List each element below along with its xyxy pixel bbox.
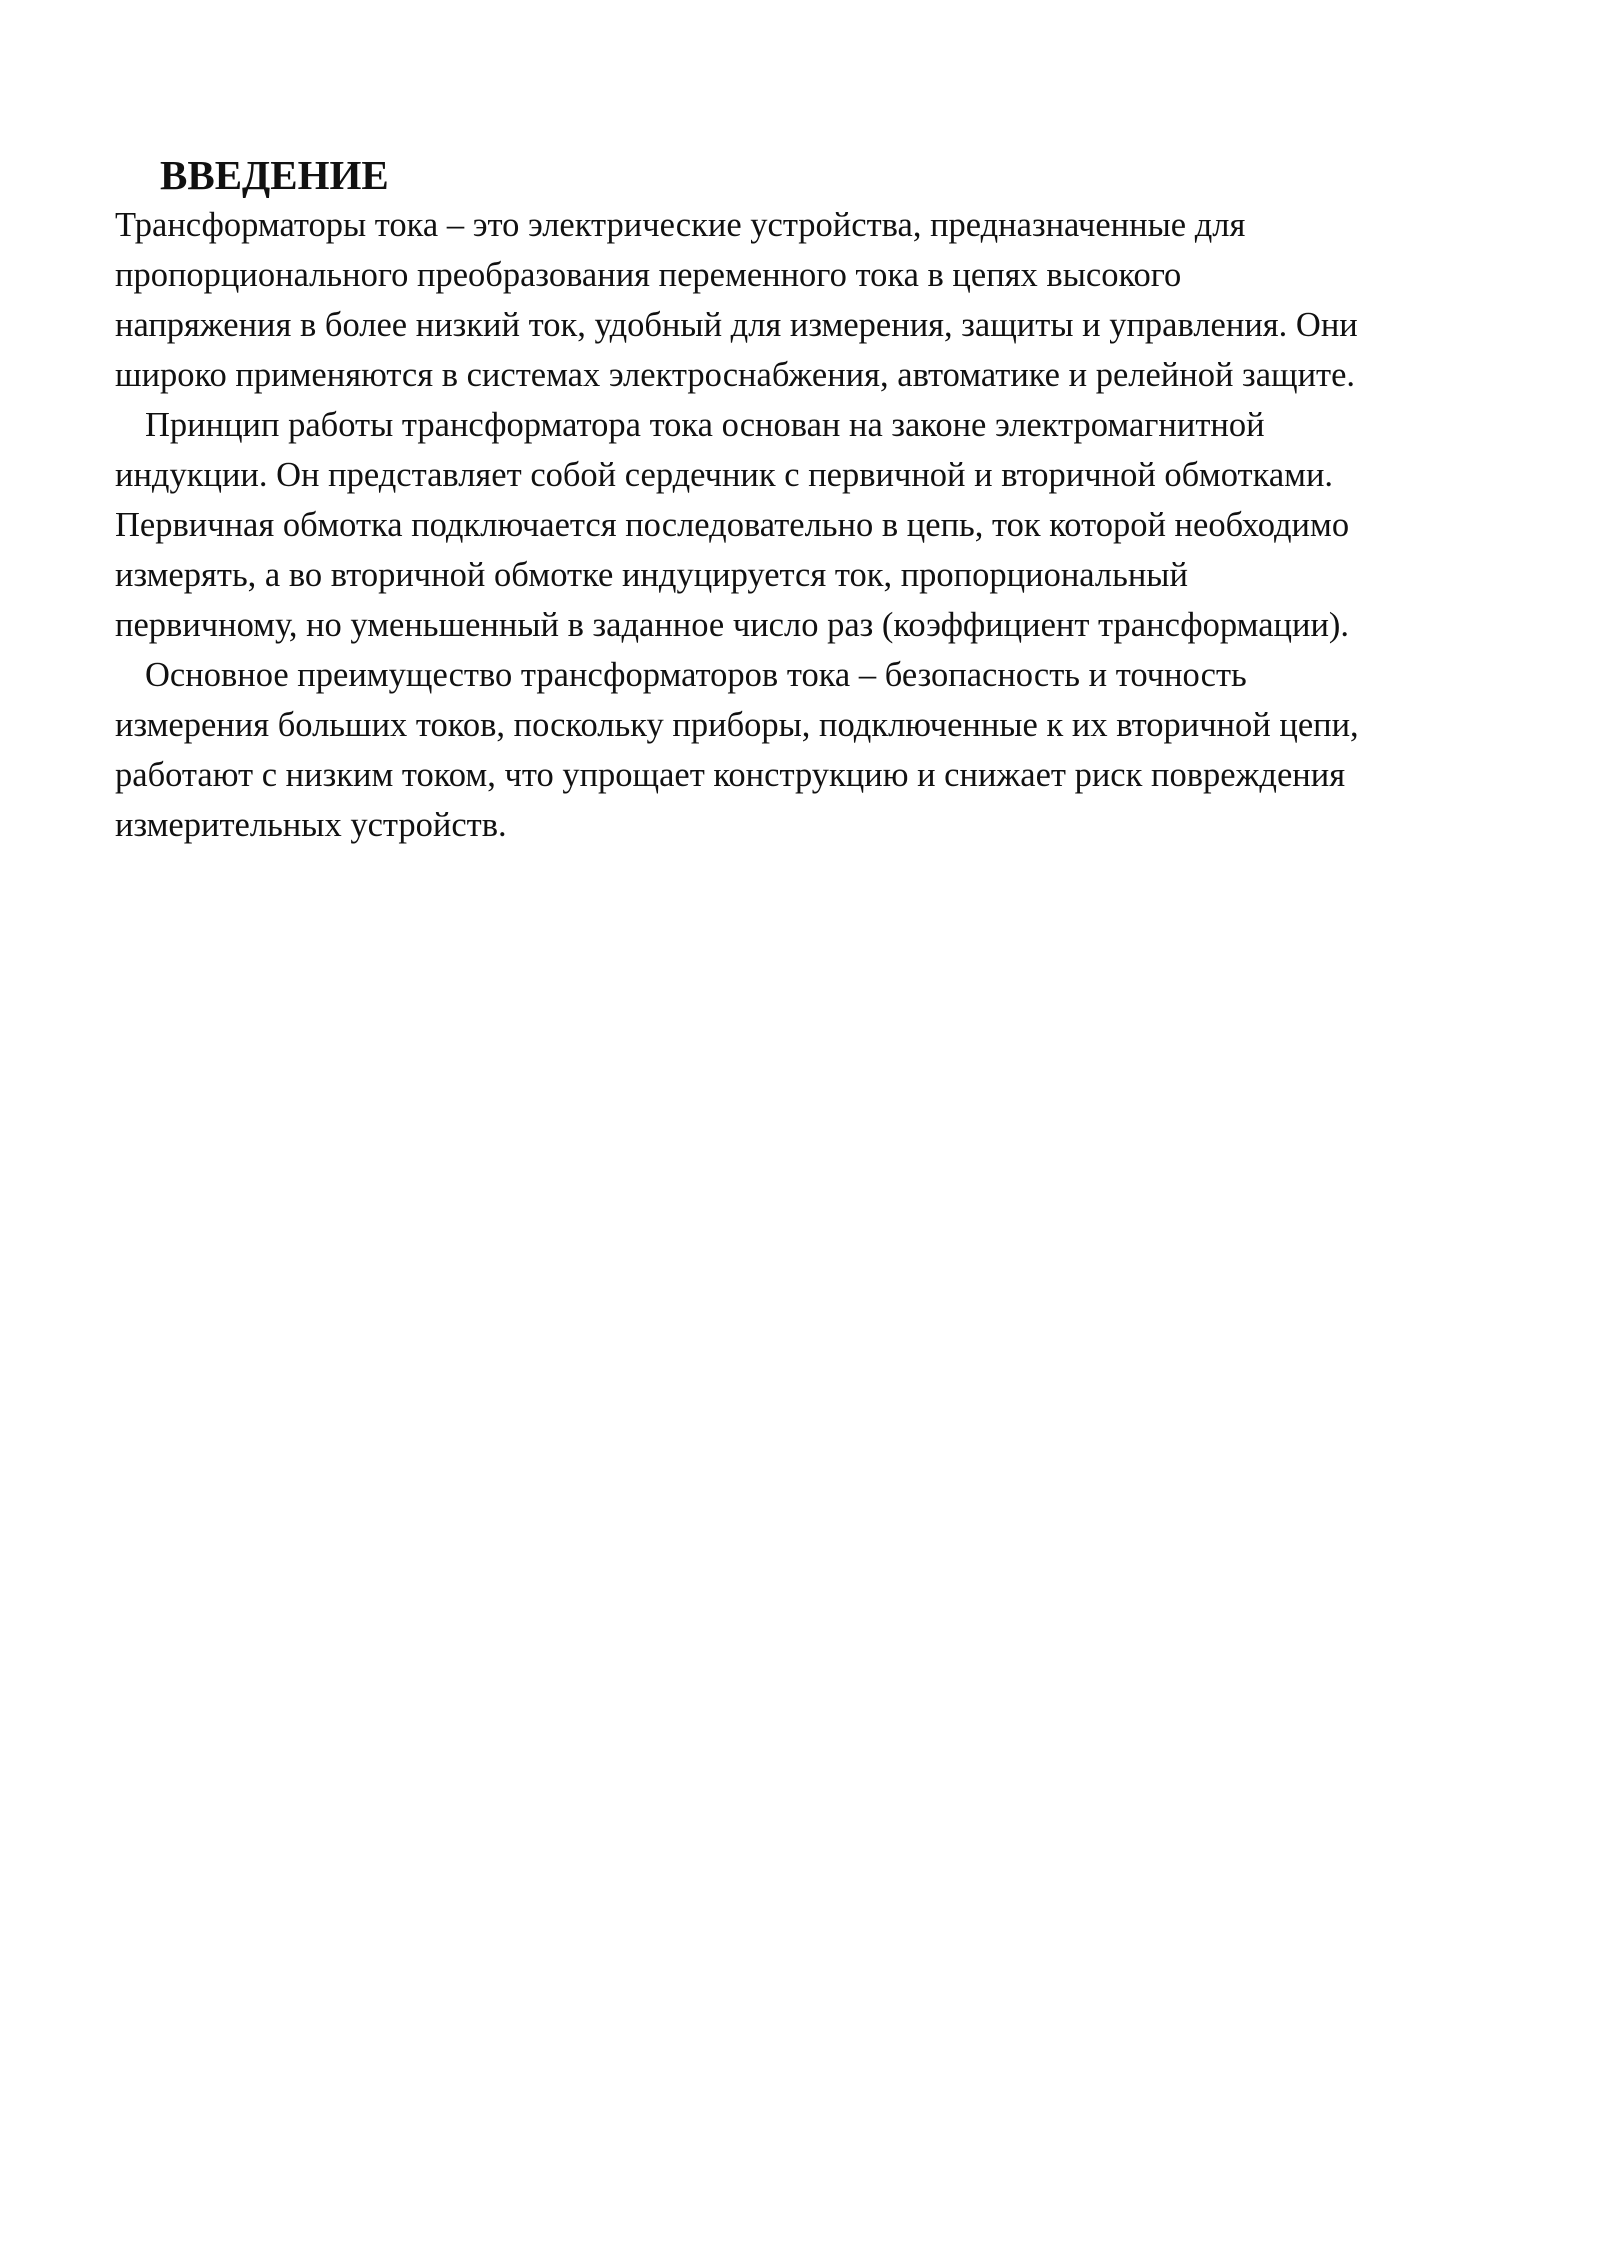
text-line: Принцип работы трансформатора тока основан на законе электромагнитной [145, 406, 1265, 444]
text-line: измерять, а во вторичной обмотке индуцируется ток, пропорциональный [115, 556, 1188, 594]
paragraph-1 [115, 200, 1515, 400]
text-line: Трансформаторы тока – это электрические устройства, предназначенные для [115, 206, 1246, 244]
document-body [115, 150, 1515, 850]
text-line: пропорционального преобразования переменного тока в цепях высокого [115, 256, 1182, 294]
text-line: широко применяются в системах электроснабжения, автоматике и релейной защите. [115, 356, 1356, 394]
text-line: Основное преимущество трансформаторов тока – безопасность и точность [145, 656, 1247, 694]
text-line: первичному, но уменьшенный в заданное число раз (коэффициент трансформации). [115, 606, 1350, 644]
text-line: работают с низким током, что упрощает конструкцию и снижает риск повреждения [115, 756, 1346, 794]
paragraph-3 [115, 650, 1515, 850]
text-line: индукции. Он представляет собой сердечник с первичной и вторичной обмотками. [115, 456, 1334, 494]
text-line: измерительных устройств. [115, 806, 507, 844]
paragraph-2 [115, 400, 1515, 650]
text-line: напряжения в более низкий ток, удобный для измерения, защиты и управления. Они [115, 306, 1358, 344]
section-heading: ВВЕДЕНИЕ [160, 152, 389, 198]
text-line: Первичная обмотка подключается последовательно в цепь, ток которой необходимо [115, 506, 1350, 544]
text-line: измерения больших токов, поскольку приборы, подключенные к их вторичной цепи, [115, 706, 1359, 744]
